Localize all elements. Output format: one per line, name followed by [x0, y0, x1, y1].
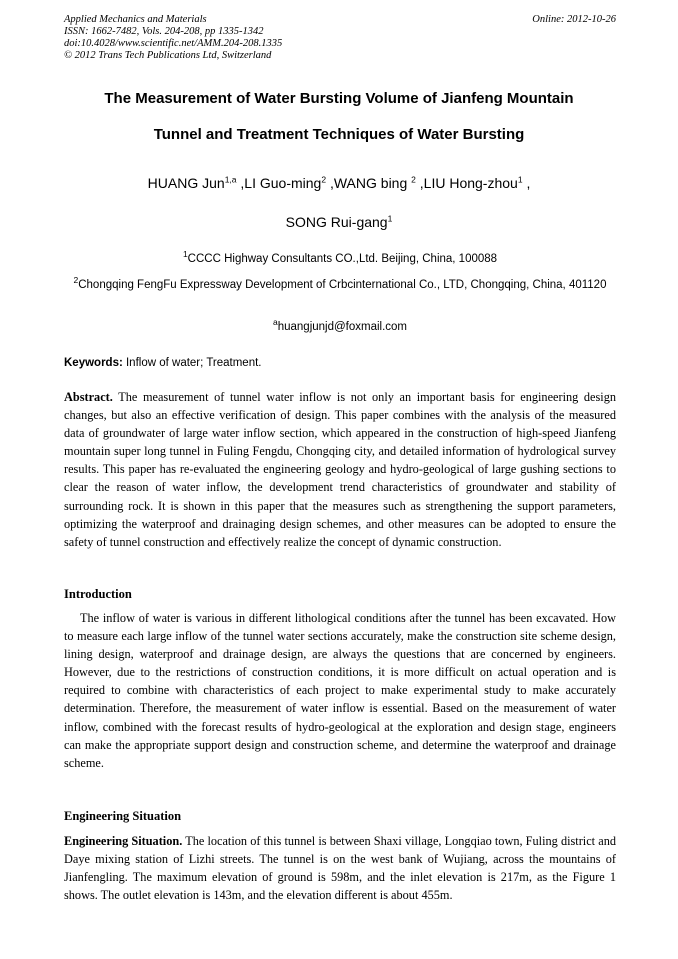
- affiliation-1: [64, 249, 616, 269]
- abstract-label: Abstract.: [64, 390, 113, 404]
- author-name: ,LI Guo-ming: [240, 175, 322, 191]
- author-affiliation-mark: 1,a: [224, 174, 237, 185]
- abstract-paragraph: [64, 388, 616, 551]
- author-affiliation-mark: 2: [411, 174, 416, 185]
- introduction-heading: Introduction: [64, 587, 132, 601]
- keywords: [64, 357, 616, 369]
- affiliation-text: CCCC Highway Consultants CO.,Ltd. Beijing, China, 100088: [187, 253, 498, 265]
- paper-title-line-2: Tunnel and Treatment Techniques of Water Bursting: [153, 126, 525, 143]
- doi-line: doi:10.4028/www.scientific.net/AMM.204-208.1335: [64, 38, 283, 49]
- copyright-line: © 2012 Trans Tech Publications Ltd, Switzerland: [64, 50, 272, 61]
- author-affiliation-mark: 2: [321, 174, 327, 185]
- author-list-continued: [40, 214, 638, 230]
- engineering-situation-paragraph: [64, 832, 616, 904]
- author-name: HUANG Jun: [147, 175, 225, 191]
- publication-header: [64, 14, 616, 62]
- affiliation-mark: 1: [182, 249, 188, 260]
- engineering-situation-label: Engineering Situation.: [64, 834, 183, 848]
- author-affiliation-mark: 1: [387, 213, 393, 224]
- introduction-paragraph: The inflow of water is various in different lithological conditions after the tunnel has been excavated. How to measure each large inflow of the tunnel water sections accurately, make the construction site scheme design, lining design, waterproof and drainage design, are always the questions that are concerned by engineers. However, due to the restrictions of construction conditions, it is more difficult on actual operation and is required to combine with characteristics of each project to make experimental study to make accurately determination. Therefore, the measurement of water inflow is essential. Based on the measurement of water inflow, combined with the forecast results of hydro-geological at the exploration and design stage, engineers can make the appropriate support design and construction scheme, and determine the waterproof and drainage scheme.: [64, 611, 616, 770]
- email-address: huangjunjd@foxmail.com: [277, 321, 408, 333]
- engineering-situation-heading: Engineering Situation: [64, 809, 182, 823]
- abstract-text: The measurement of tunnel water inflow is not only an important basis for engineering design changes, but also an effective verification of design. This paper combines with the analysis of the measured data of groundwater of large water inflow section, which appeared in the construction of high-speed Jianfeng mountain super long tunnel in Fuling Fengdu, Chongqing city, and detailed information of hydrological survey results. This paper has re-evaluated the engineering geology and hydro-geological of large gushing sections to clear the reason of water inflow, the development trend characteristics of groundwater and stability of surrounding rock. It is shown in this paper that the measures such as strengthening the support parameters, optimizing the waterproof and drainaging design schemes, and other measures can be adopted to ensure the safety of tunnel construction and effectively realize the concept of dynamic construction.: [64, 390, 616, 549]
- online-date: Online: 2012-10-26: [532, 14, 616, 25]
- engineering-situation-text: The location of this tunnel is between Shaxi village, Longqiao town, Fuling district and Daye mixing station of Lizhi streets. The tunnel is on the west bank of Wujiang, across the mountains of Jianfengling. The maximum elevation of ground is 598m, and the inlet elevation is 217m, as the Figure 1 shows. The outlet elevation is 143m, and the elevation different is about 455m.: [64, 834, 616, 903]
- keywords-label: Keywords:: [64, 357, 123, 369]
- paper-title-line-1: The Measurement of Water Bursting Volume of Jianfeng Mountain: [104, 90, 574, 107]
- issn-line: ISSN: 1662-7482, Vols. 204-208, pp 1335-1342: [64, 26, 264, 37]
- affiliation-2: [64, 275, 616, 295]
- author-separator: ,: [526, 175, 531, 191]
- affiliation-mark: 2: [73, 275, 79, 286]
- author-list: [40, 175, 638, 191]
- email-mark: a: [272, 317, 278, 328]
- keywords-text: Inflow of water; Treatment.: [122, 357, 262, 369]
- affiliation-text: Chongqing FengFu Expressway Development of Crbcinternational Co., LTD, Chongqing, China, 401120: [78, 279, 607, 291]
- journal-name: Applied Mechanics and Materials: [64, 14, 207, 25]
- author-name: ,WANG bing: [329, 175, 412, 191]
- author-name: ,LIU Hong-zhou: [419, 175, 518, 191]
- author-affiliation-mark: 1: [517, 174, 523, 185]
- author-name: SONG Rui-gang: [285, 214, 388, 230]
- author-email: [64, 317, 616, 337]
